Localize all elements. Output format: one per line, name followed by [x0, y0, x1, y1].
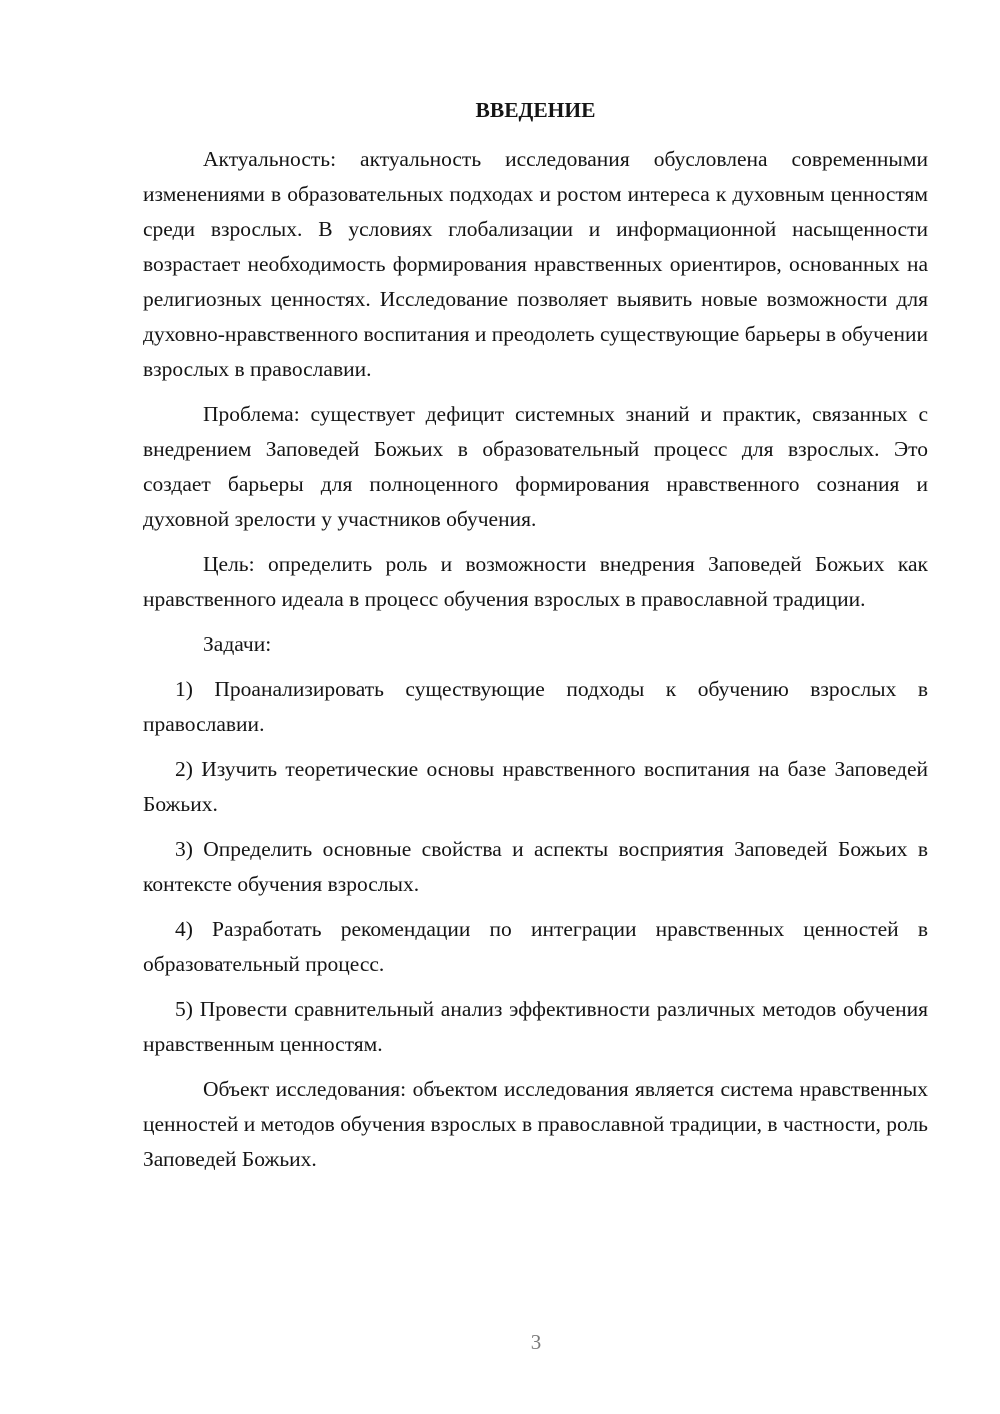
task-item: 2) Изучить теоретические основы нравственного воспитания на базе Заповедей Божьих. [143, 757, 928, 816]
task-item: 3) Определить основные свойства и аспекты восприятия Заповедей Божьих в контексте обучения взрослых. [143, 837, 928, 896]
tasks-heading: Задачи: [203, 632, 272, 656]
section-title: ВВЕДЕНИЕ [475, 98, 596, 122]
task-item: 4) Разработать рекомендации по интеграции нравственных ценностей в образовательный процесс. [143, 917, 928, 976]
task-item: 5) Провести сравнительный анализ эффективности различных методов обучения нравственным ценностям. [143, 997, 928, 1056]
task-item: 1) Проанализировать существующие подходы к обучению взрослых в православии. [143, 677, 928, 736]
page-content [143, 93, 928, 1187]
relevance-paragraph: Актуальность: актуальность исследования обусловлена современными изменениями в образовательных подходах и ростом интереса к духовным ценностям среди взрослых. В условиях глобализации и информационной насыщенности возрастает необходимость формирования нравственных ориентиров, основанных на религиозных ценностях. Исследование позволяет выявить новые возможности для духовно-нравственного воспитания и преодолеть существующие барьеры в обучении взрослых в православии. [143, 147, 928, 381]
page-number: 3 [530, 1330, 542, 1354]
goal-paragraph: Цель: определить роль и возможности внедрения Заповедей Божьих как нравственного идеала в процесс обучения взрослых в православной традиции. [143, 552, 928, 611]
object-paragraph: Объект исследования: объектом исследования является система нравственных ценностей и методов обучения взрослых в православной традиции, в частности, роль Заповедей Божьих. [143, 1077, 928, 1171]
problem-paragraph: Проблема: существует дефицит системных знаний и практик, связанных с внедрением Заповедей Божьих в образовательный процесс для взрослых. Это создает барьеры для полноценного формирования нравственного сознания и духовной зрелости у участников обучения. [143, 402, 928, 531]
